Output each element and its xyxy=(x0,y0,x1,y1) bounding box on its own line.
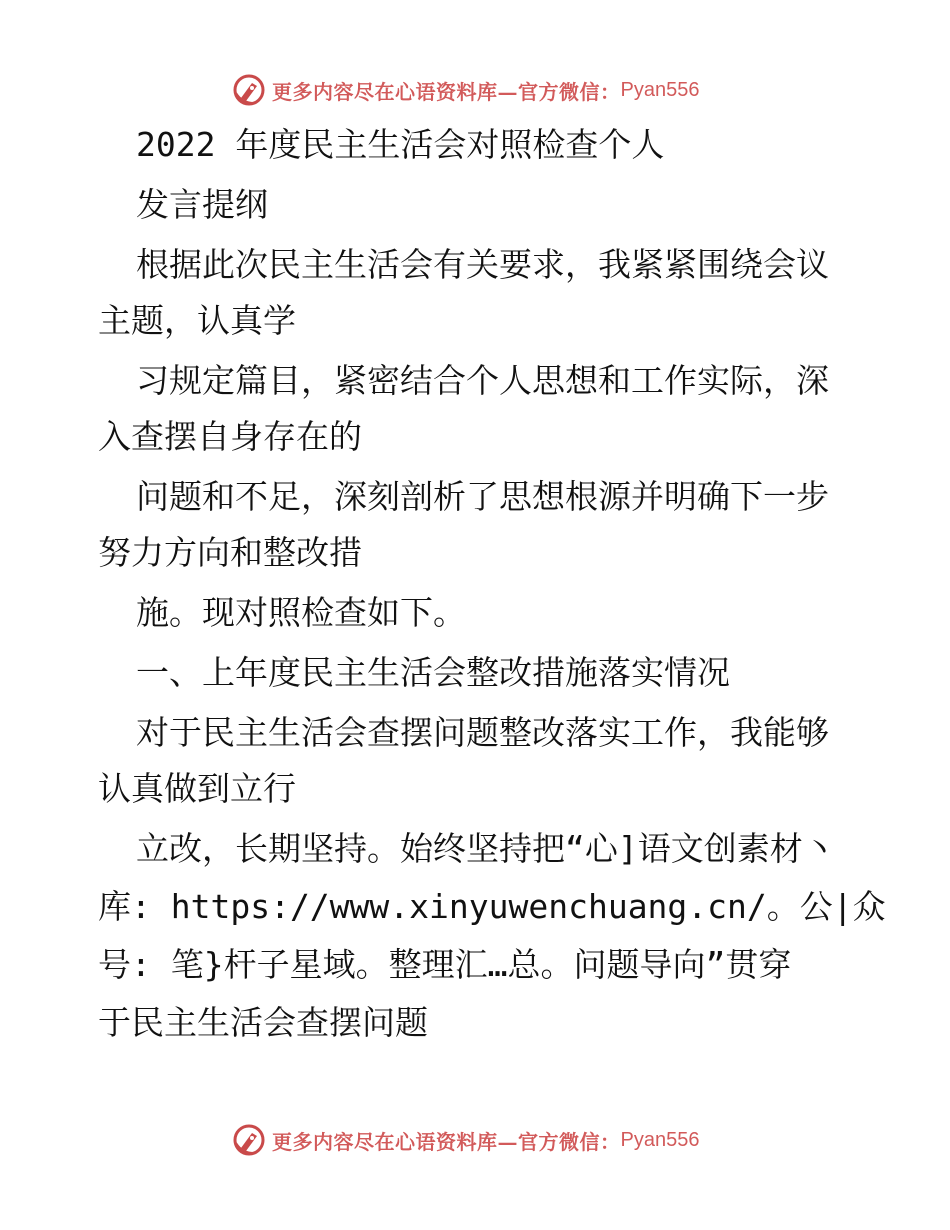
pen-nib-circle-icon xyxy=(232,73,266,107)
doc-title-line-1: 2022 年度民主生活会对照检查个人 xyxy=(136,125,665,164)
watermark-wechat-id: Pyan556 xyxy=(620,78,700,101)
doc-text-line: 库: https://www.xinyuwenchuang.cn/。公|众 xyxy=(98,887,886,926)
doc-text-line: 问题和不足，深刻剖析了思想根源并明确下一步 xyxy=(136,477,829,516)
watermark-footer xyxy=(232,1122,699,1158)
watermark-text: 更多内容尽在心语资料库—官方微信： xyxy=(272,79,621,104)
doc-text-line: 施。现对照检查如下。 xyxy=(136,593,466,632)
doc-text-line: 于民主生活会查摆问题 xyxy=(98,1003,428,1042)
doc-text-line: 立改，长期坚持。始终坚持把“心]语文创素材丶 xyxy=(136,829,836,868)
pen-nib-circle-icon xyxy=(232,1123,266,1157)
doc-title-line-2: 发言提纲 xyxy=(136,185,268,224)
doc-text-line: 根据此次民主生活会有关要求，我紧紧围绕会议 xyxy=(136,245,829,284)
doc-text-line: 主题，认真学 xyxy=(98,301,296,340)
doc-text-line: 入查摆自身存在的 xyxy=(98,417,362,456)
watermark-wechat-id: Pyan556 xyxy=(620,1128,700,1151)
doc-text-line: 号: 笔}杆子星域。整理汇…总。问题导向”贯穿 xyxy=(98,945,792,984)
doc-text-line: 努力方向和整改措 xyxy=(98,533,362,572)
doc-text-line: 习规定篇目，紧密结合个人思想和工作实际，深 xyxy=(136,361,829,400)
watermark-text: 更多内容尽在心语资料库—官方微信： xyxy=(272,1129,621,1154)
doc-text-line: 认真做到立行 xyxy=(98,769,296,808)
doc-section-heading: 一、上年度民主生活会整改措施落实情况 xyxy=(136,653,730,692)
doc-text-line: 对于民主生活会查摆问题整改落实工作，我能够 xyxy=(136,713,829,752)
watermark-header xyxy=(232,72,699,108)
